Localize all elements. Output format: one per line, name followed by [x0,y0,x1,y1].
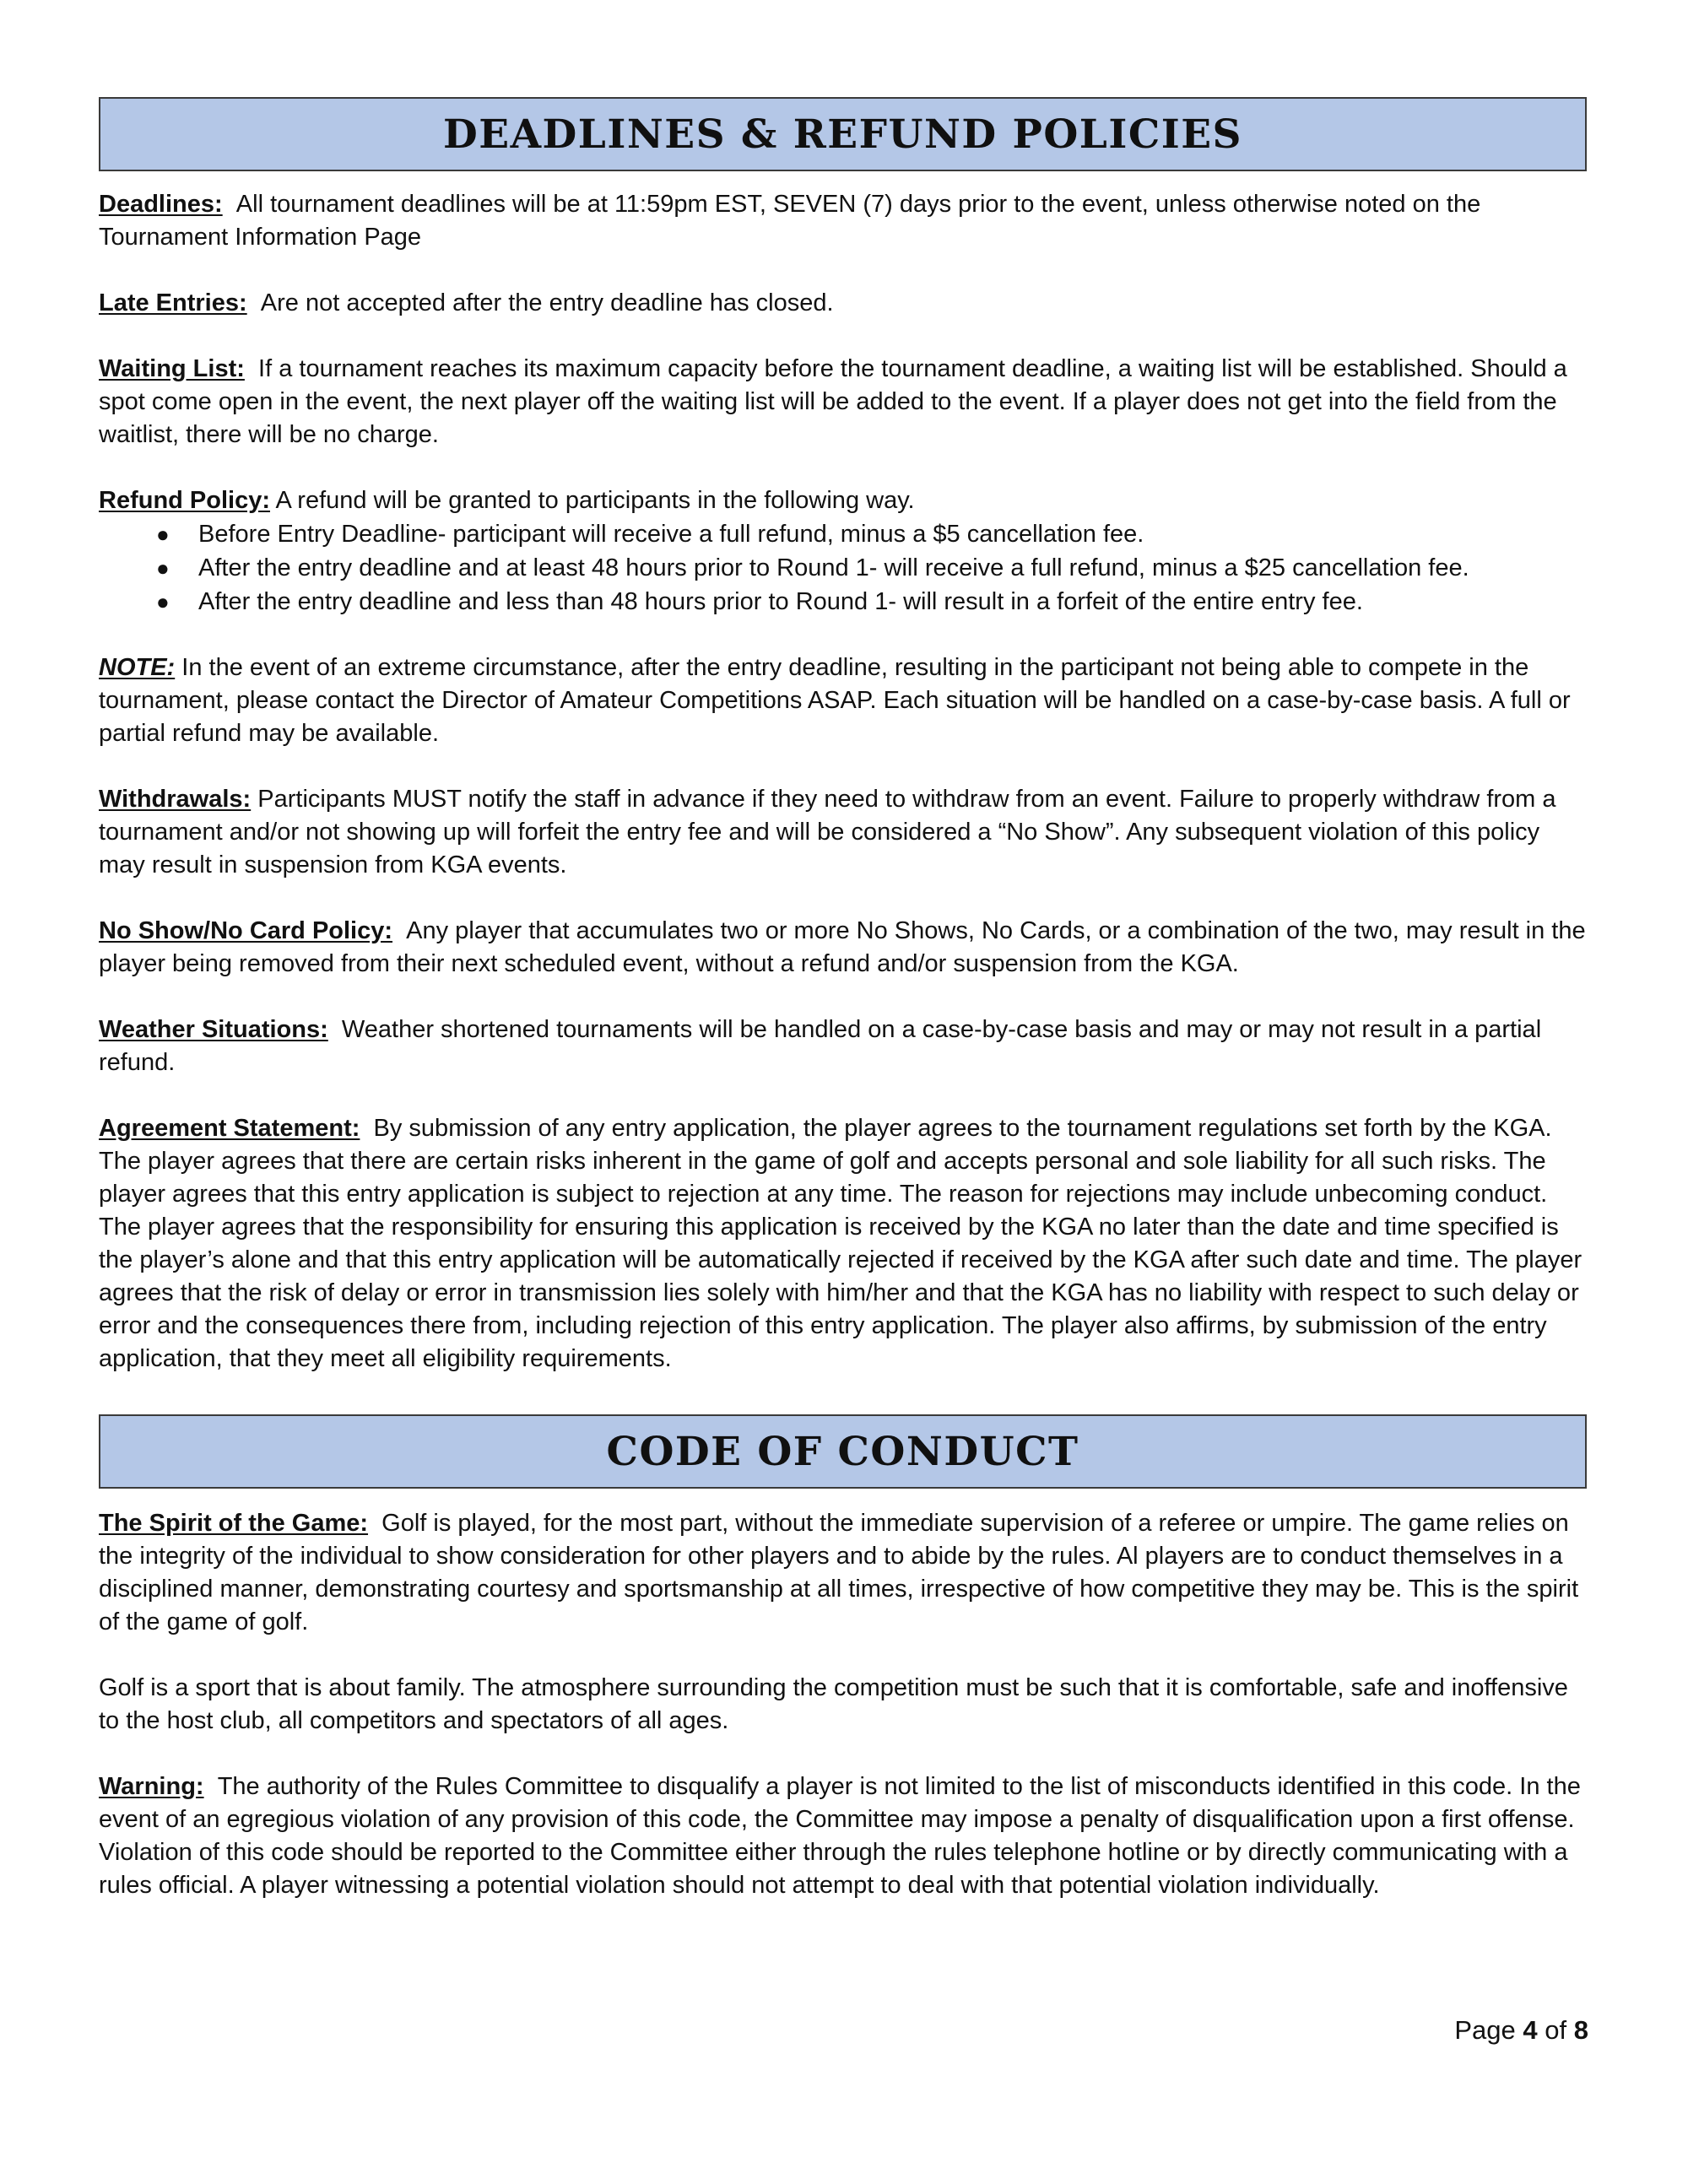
conduct-section-header [99,1414,1587,1489]
agreement-paragraph [99,1112,1587,1376]
list-item [99,551,1587,585]
warning-paragraph [99,1770,1587,1902]
note-paragraph [99,651,1587,750]
late-entries-paragraph [99,287,1587,320]
refund-bullet-text: After the entry deadline and at least 48 hours prior to Round 1- will receive a full refund, minus a $25 cancellation fee. [198,554,1469,581]
page-word: Page [1454,2015,1516,2045]
spirit-label: The Spirit of the Game: [99,1510,369,1537]
total-page-number: 8 [1573,2015,1588,2045]
deadlines-section-header [99,97,1587,171]
refund-policy-text: A refund will be granted to participants in the following way. [275,487,915,514]
document-page [99,97,1587,1902]
note-text: In the event of an extreme circumstance, after the entry deadline, resulting in the participant not being able to compete in the tournament, please contact the Director of Amateur Competitions ASAP. Each situation will be handled on a case-by-case basis. A full or partial refund may be available. [99,654,1571,747]
agreement-label: Agreement Statement: [99,1115,360,1142]
deadlines-paragraph [99,188,1587,254]
spirit-text: Golf is played, for the most part, without the immediate supervision of a referee or umpire. The game relies on the integrity of the individual to show consideration for other players and to abide by the rules. Al players are to conduct themselves in a disciplined manner, demonstrating courtesy and sportsmanship at all times, irrespective of how competitive they may be. This is the spirit of the game of golf. [99,1510,1579,1635]
late-entries-text: Are not accepted after the entry deadline has closed. [260,289,834,316]
waiting-list-text: If a tournament reaches its maximum capacity before the tournament deadline, a waiting list will be established. Should a spot come open in the event, the next player off the waiting list will be added to the event. If a player does not get into the field from the waitlist, there will be no charge. [99,355,1567,448]
warning-text: The authority of the Rules Committee to disqualify a player is not limited to the list of misconducts identified in this code. In the event of an egregious violation of any provision of this code, the Committee may impose a penalty of disqualification upon a first offense. Violation of this code should be reported to the Committee either through the rules telephone hotline or by directly communicating with a rules official. A player witnessing a potential violation should not attempt to deal with that potential violation individually. [99,1773,1581,1899]
refund-bullet-text: After the entry deadline and less than 48 hours prior to Round 1- will result in a forfeit of the entire entry fee. [198,588,1363,615]
withdrawals-label: Withdrawals: [99,786,252,813]
withdrawals-text: Participants MUST notify the staff in advance if they need to withdraw from an event. Failure to properly withdraw from a tournament and/or not showing up will forfeit the entry fee and will be considered a “No Show”. Any subsequent violation of this policy may result in suspension from KGA events. [99,786,1556,878]
weather-paragraph [99,1014,1587,1079]
current-page-number: 4 [1523,2015,1538,2045]
refund-policy-label: Refund Policy: [99,487,271,514]
deadlines-text: All tournament deadlines will be at 11:59pm EST, SEVEN (7) days prior to the event, unless otherwise noted on the Tournament Information Page [99,191,1481,251]
bullet-icon: ● [156,589,170,614]
family-text: Golf is a sport that is about family. The atmosphere surrounding the competition must be such that it is comfortable, safe and inoffensive to the host club, all competitors and spectators of all ages. [99,1674,1568,1734]
no-show-label: No Show/No Card Policy: [99,917,393,944]
late-entries-label: Late Entries: [99,289,247,316]
deadlines-label: Deadlines: [99,191,223,218]
list-item [99,585,1587,619]
warning-label: Warning: [99,1773,204,1800]
no-show-text: Any player that accumulates two or more No Shows, No Cards, or a combination of the two, may result in the player being removed from their next scheduled event, without a refund and/or suspension from the KGA. [99,917,1586,977]
refund-bullet-list [99,517,1587,619]
agreement-text: By submission of any entry application, the player agrees to the tournament regulations set forth by the KGA. The player agrees that there are certain risks inherent in the game of golf and accepts personal and sole liability for all such risks. The player agrees that this entry application is subject to rejection at any time. The reason for rejections may include unbecoming conduct. The player agrees that the responsibility for ensuring this application is received by the KGA no later than the date and time specified is the player’s alone and that this entry application will be automatically rejected if received by the KGA after such date and time. The player agrees that the risk of delay or error in transmission lies solely with him/her and that the KGA has no liability with respect to such delay or error and the consequences there from, including rejection of this entry application. The player also affirms, by submission of the entry application, that they meet all eligibility requirements. [99,1115,1582,1372]
waiting-list-label: Waiting List: [99,355,245,382]
refund-bullet-text: Before Entry Deadline- participant will receive a full refund, minus a $5 cancellation fee. [198,521,1144,548]
note-label: NOTE: [99,654,176,681]
no-show-paragraph [99,915,1587,981]
bullet-icon: ● [156,522,170,547]
weather-text: Weather shortened tournaments will be handled on a case-by-case basis and may or may not result in a partial refund. [99,1016,1542,1076]
of-word: of [1545,2015,1567,2045]
bullet-icon: ● [156,555,170,581]
list-item [99,517,1587,551]
spirit-paragraph [99,1507,1587,1639]
withdrawals-paragraph [99,783,1587,882]
refund-policy-paragraph [99,484,1587,517]
weather-label: Weather Situations: [99,1016,328,1043]
family-paragraph [99,1672,1587,1738]
waiting-list-paragraph [99,353,1587,451]
page-number-footer [1454,2015,1588,2046]
deadlines-section-title: DEADLINES & REFUND POLICIES [442,111,1243,158]
conduct-section-title: CODE OF CONDUCT [606,1428,1079,1475]
